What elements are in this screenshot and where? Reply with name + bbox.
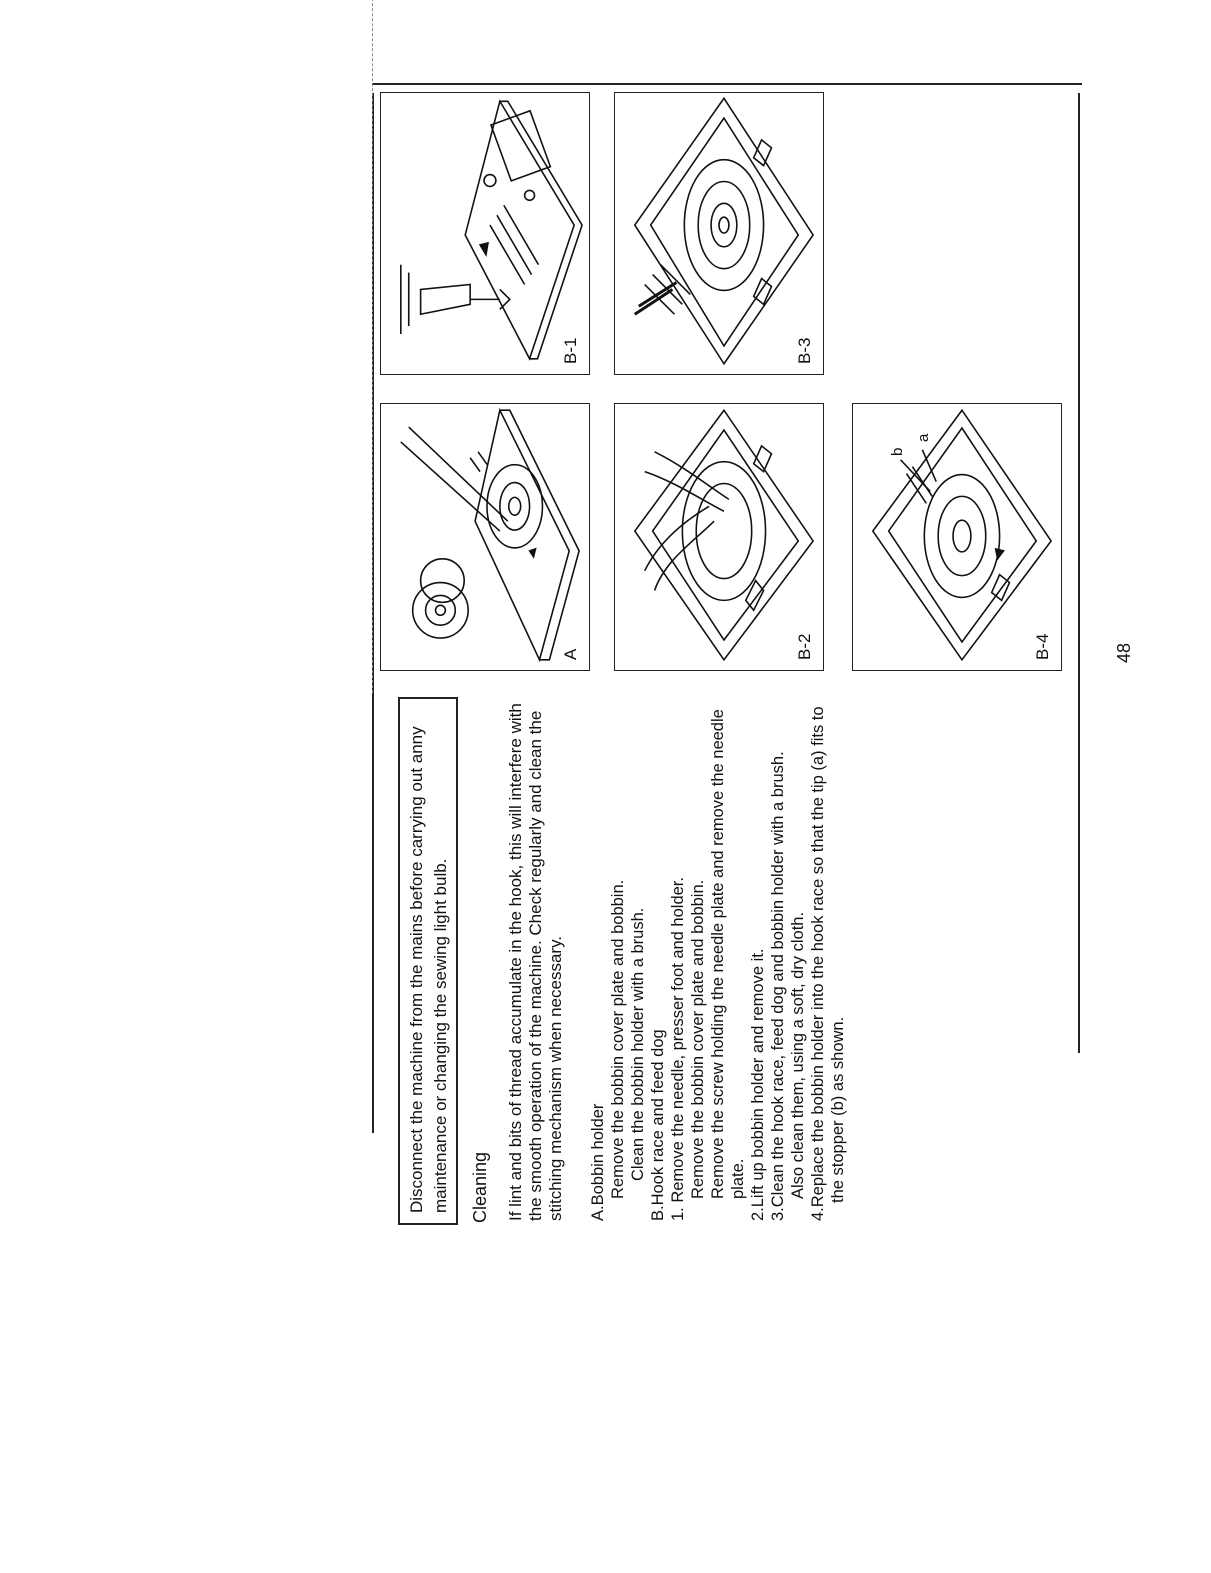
step-line: Remove the bobbin cover plate and bobbin. [609,879,627,1199]
step-line: Clean the bobbin holder with a brush. [629,907,647,1181]
intro-paragraph [506,681,566,1221]
column-divider [372,83,1082,85]
step-line: plate. [729,1158,747,1199]
callout-label-b: b [889,447,906,456]
section-title: Cleaning [470,1151,490,1223]
figure-label: B-4 [1033,633,1052,660]
step-line: 2.Lift up bobbin holder and remove it. [749,948,767,1221]
figure-label: B-3 [795,337,814,364]
figure-a [380,403,590,671]
figure-label: A [561,648,580,660]
step-line: 3.Clean the hook race, feed dog and bobbin holder with a brush. [769,751,787,1221]
warning-box [398,697,458,1225]
warning-line: Disconnect the machine from the mains before carrying out anny [407,726,426,1213]
step-line: the stopper (b) as shown. [829,1016,847,1203]
bobbin-holder-lift-illustration [615,404,823,670]
figure-b2 [614,403,824,671]
bobbin-holder-replace-illustration [853,404,1061,670]
step-line: Remove the bobbin cover plate and bobbin. [689,879,707,1199]
step-line: Also clean them, using a soft, dry cloth. [789,911,807,1199]
dotted-rule [372,0,373,693]
step-heading-a: A.Bobbin holder [589,1103,607,1221]
callout-label-a: a [915,433,932,442]
step-line: 1. Remove the needle, presser foot and holder. [669,877,687,1221]
needle-plate-removal-illustration [381,93,589,374]
intro-line: stitching mechanism when necessary. [546,935,565,1221]
step-line: Remove the screw holding the needle plate and remove the needle [709,709,727,1199]
hook-race-brush-illustration [615,93,823,374]
figure-label: B-1 [561,337,580,364]
figure-b1 [380,92,590,375]
figure-b3 [614,92,824,375]
intro-line: the smooth operation of the machine. Check regularly and clean the [526,710,545,1221]
page-number: 48 [1114,642,1134,663]
warning-line: maintenance or changing the sewing light bulb. [431,858,450,1213]
step-line: 4.Replace the bobbin holder into the hook race so that the tip (a) fits to [809,706,827,1221]
figure-label: B-2 [795,633,814,660]
bobbin-removal-illustration [381,404,589,670]
figure-b4 [852,403,1062,671]
intro-line: If lint and bits of thread accumulate in the hook, this will interfere with [506,703,525,1221]
bottom-rule [1078,93,1080,1053]
step-heading-b: B.Hook race and feed dog [649,1029,667,1221]
